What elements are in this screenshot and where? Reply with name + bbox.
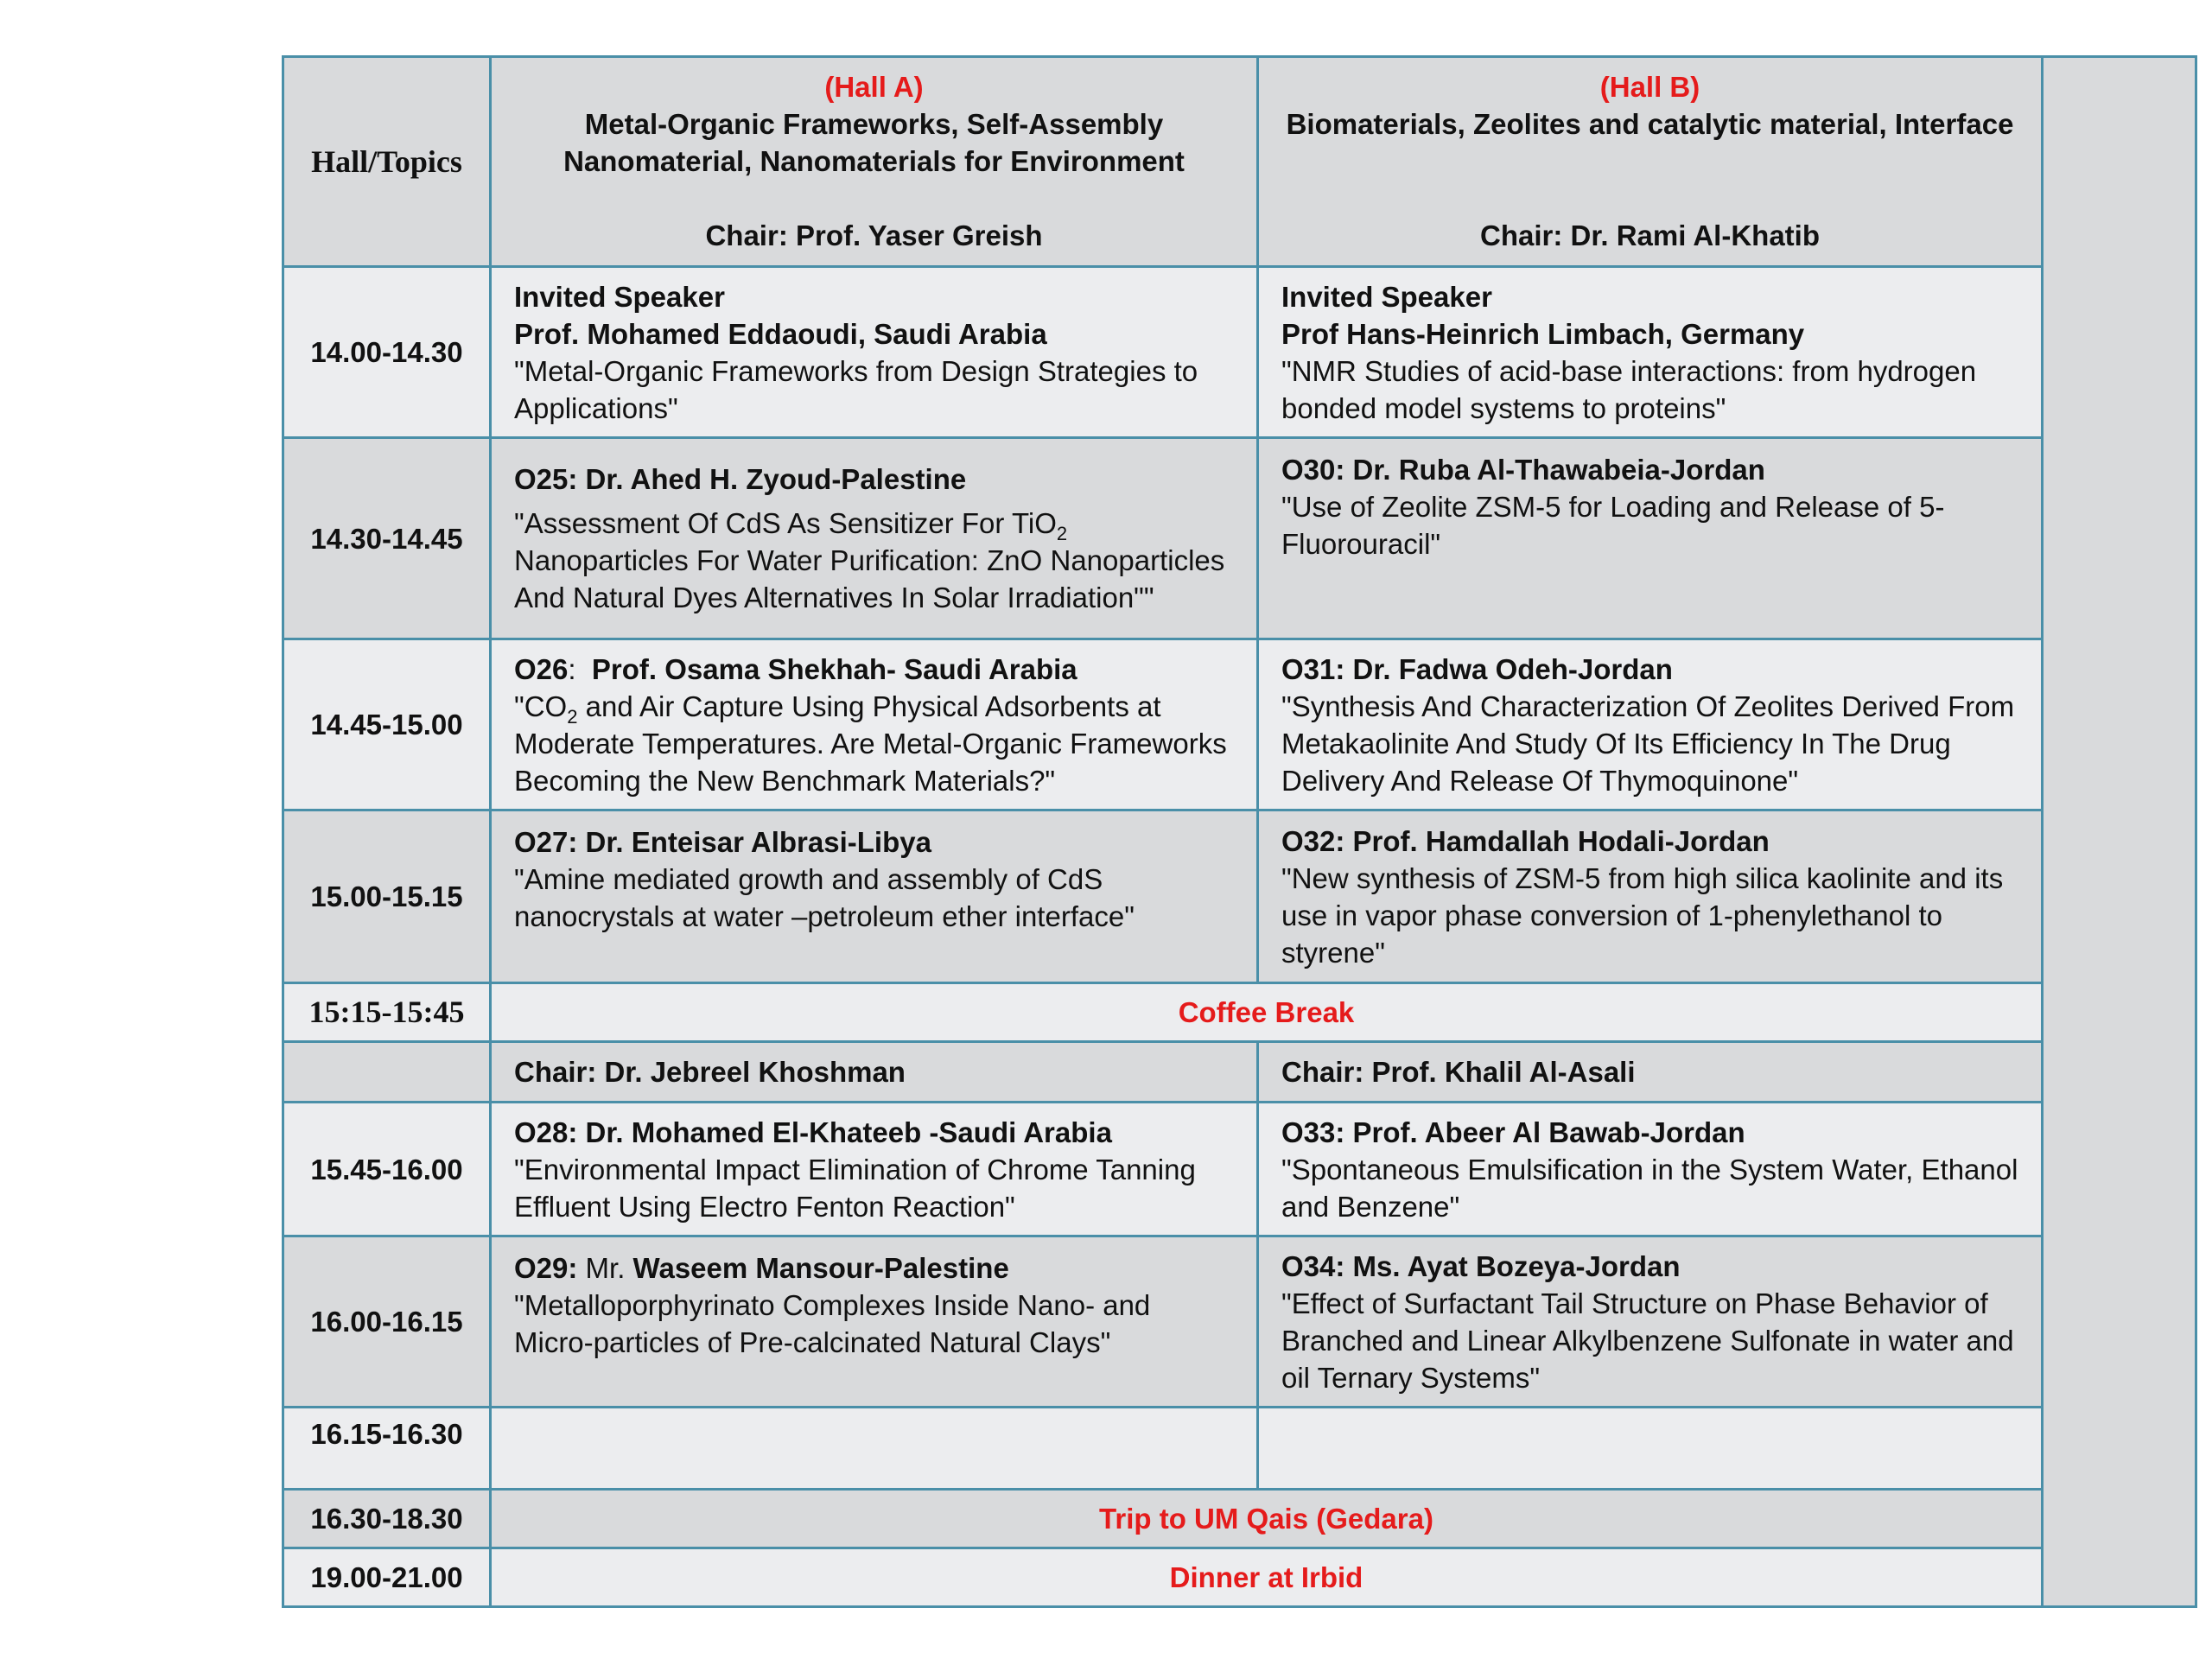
hall-topics-label: Hall/Topics	[283, 57, 491, 267]
talk-title: "Assessment Of CdS As Sensitizer For TiO$_2$ Nanoparticles For Water Purification: ZnO Nanoparticles And Natural Dyes Alternatives In Solar Irradiation""	[514, 507, 1225, 613]
hall-a-chair: Chair: Prof. Yaser Greish	[705, 219, 1043, 251]
talk-title: "$CO_2$ and Air Capture Using Physical Adsorbents at Moderate Temperatures. Are Metal-Organic Frameworks Becoming the New Benchmark Materials?"	[514, 690, 1227, 797]
time-cell: 15.45-16.00	[283, 1103, 491, 1236]
time-cell: 14.30-14.45	[283, 438, 491, 639]
speaker-name: Prof. Mohamed Eddaoudi, Saudi Arabia	[514, 317, 1047, 350]
hall-b-chair-2: Chair: Prof. Khalil Al-Asali	[1258, 1042, 2043, 1103]
talk-title: "Synthesis And Characterization Of Zeolites Derived From Metakaolinite And Study Of Its Efficiency In The Drug Delivery And Release Of Thymoquinone"	[1281, 690, 2015, 797]
dinner-label: Dinner at Irbid	[491, 1548, 2043, 1607]
session-row	[283, 1103, 2196, 1236]
time-cell: 15.00-15.15	[283, 810, 491, 983]
hall-b-chair: Chair: Dr. Rami Al-Khatib	[1480, 219, 1820, 251]
session-row	[283, 639, 2196, 810]
time-cell: 15:15-15:45	[283, 983, 491, 1042]
empty-cell-hall-a	[491, 1408, 1258, 1490]
speaker-name: O27: Dr. Enteisar Albrasi-Libya	[514, 826, 931, 858]
talk-cell-hall-b	[1258, 438, 2043, 639]
session-row	[283, 438, 2196, 639]
talk-cell-hall-b	[1258, 267, 2043, 438]
talk-cell-hall-a	[491, 1103, 1258, 1236]
talk-title: "Metalloporphyrinato Complexes Inside Nano- and Micro-particles of Pre-calcinated Natural Clays"	[514, 1289, 1151, 1358]
talk-title: "Metal-Organic Frameworks from Design Strategies to Applications"	[514, 354, 1198, 424]
talk-cell-hall-a	[491, 1236, 1258, 1408]
speaker-name: O33: Prof. Abeer Al Bawab-Jordan	[1281, 1116, 1745, 1148]
talk-cell-hall-b	[1258, 1103, 2043, 1236]
talk-title: "Effect of Surfactant Tail Structure on Phase Behavior of Branched and Linear Alkylbenzene Sulfonate in water and oil Ternary Systems"	[1281, 1287, 2014, 1394]
speaker-name: O29: Mr. Waseem Mansour-Palestine	[514, 1252, 1009, 1284]
talk-cell-hall-a	[491, 438, 1258, 639]
coffee-break-label: Coffee Break	[491, 983, 2043, 1042]
speaker-name: O32: Prof. Hamdallah Hodali-Jordan	[1281, 824, 1770, 857]
time-cell: 16.15-16.30	[283, 1408, 491, 1490]
session-row	[283, 1236, 2196, 1408]
speaker-name: O30: Dr. Ruba Al-Thawabeia-Jordan	[1281, 454, 1765, 486]
talk-cell-hall-b	[1258, 810, 2043, 983]
talk-title: "Spontaneous Emulsification in the System Water, Ethanol and Benzene"	[1281, 1153, 2018, 1223]
session-row	[283, 267, 2196, 438]
speaker-role: Invited Speaker	[514, 280, 725, 313]
talk-cell-hall-b	[1258, 1236, 2043, 1408]
talk-cell-hall-a	[491, 639, 1258, 810]
speaker-role: Invited Speaker	[1281, 280, 1492, 313]
schedule-table	[282, 55, 2197, 1608]
hall-b-header	[1258, 57, 2043, 267]
chairs-row	[283, 1042, 2196, 1103]
talk-title: "New synthesis of ZSM-5 from high silica kaolinite and its use in vapor phase conversion of 1-phenylethanol to styrene"	[1281, 861, 2004, 969]
speaker-name: O26: Prof. Osama Shekhah- Saudi Arabia	[514, 652, 1077, 685]
hall-a-chair-2: Chair: Dr. Jebreel Khoshman	[491, 1042, 1258, 1103]
header-row	[283, 57, 2196, 267]
time-cell: 19.00-21.00	[283, 1548, 491, 1607]
trip-row	[283, 1490, 2196, 1548]
talk-cell-hall-b	[1258, 639, 2043, 810]
dinner-row	[283, 1548, 2196, 1607]
time-cell-empty	[283, 1042, 491, 1103]
empty-slot-row	[283, 1408, 2196, 1490]
hall-a-header	[491, 57, 1258, 267]
talk-title: "NMR Studies of acid-base interactions: from hydrogen bonded model systems to proteins"	[1281, 354, 1977, 424]
time-cell: 16.00-16.15	[283, 1236, 491, 1408]
empty-cell-hall-b	[1258, 1408, 2043, 1490]
coffee-break-row	[283, 983, 2196, 1042]
hall-a-topic-line2: Nanomaterial, Nanomaterials for Environment	[563, 145, 1185, 177]
hall-b-topic-line1: Biomaterials, Zeolites and catalytic material, Interface	[1286, 108, 2014, 140]
hall-b-name: (Hall B)	[1599, 71, 1700, 103]
speaker-name: O31: Dr. Fadwa Odeh-Jordan	[1281, 652, 1673, 685]
talk-title: "Use of Zeolite ZSM-5 for Loading and Release of 5-Fluorouracil"	[1281, 491, 1945, 560]
hall-a-topic-line1: Metal-Organic Frameworks, Self-Assembly	[584, 108, 1164, 140]
speaker-name: Prof Hans-Heinrich Limbach, Germany	[1281, 317, 1805, 350]
session-row	[283, 810, 2196, 983]
time-cell: 14.45-15.00	[283, 639, 491, 810]
speaker-name: O28: Dr. Mohamed El-Khateeb -Saudi Arabia	[514, 1116, 1112, 1148]
talk-cell-hall-a	[491, 810, 1258, 983]
talk-cell-hall-a	[491, 267, 1258, 438]
trip-label: Trip to UM Qais (Gedara)	[491, 1490, 2043, 1548]
time-cell: 16.30-18.30	[283, 1490, 491, 1548]
hall-a-name: (Hall A)	[824, 71, 924, 103]
right-margin-column	[2043, 57, 2196, 1607]
talk-title: "Environmental Impact Elimination of Chrome Tanning Effluent Using Electro Fenton Reaction"	[514, 1153, 1196, 1223]
time-cell: 14.00-14.30	[283, 267, 491, 438]
talk-title: "Amine mediated growth and assembly of CdS nanocrystals at water –petroleum ether interface"	[514, 863, 1135, 932]
speaker-name: O34: Ms. Ayat Bozeya-Jordan	[1281, 1249, 1681, 1282]
speaker-name: O25: Dr. Ahed H. Zyoud-Palestine	[514, 463, 967, 495]
